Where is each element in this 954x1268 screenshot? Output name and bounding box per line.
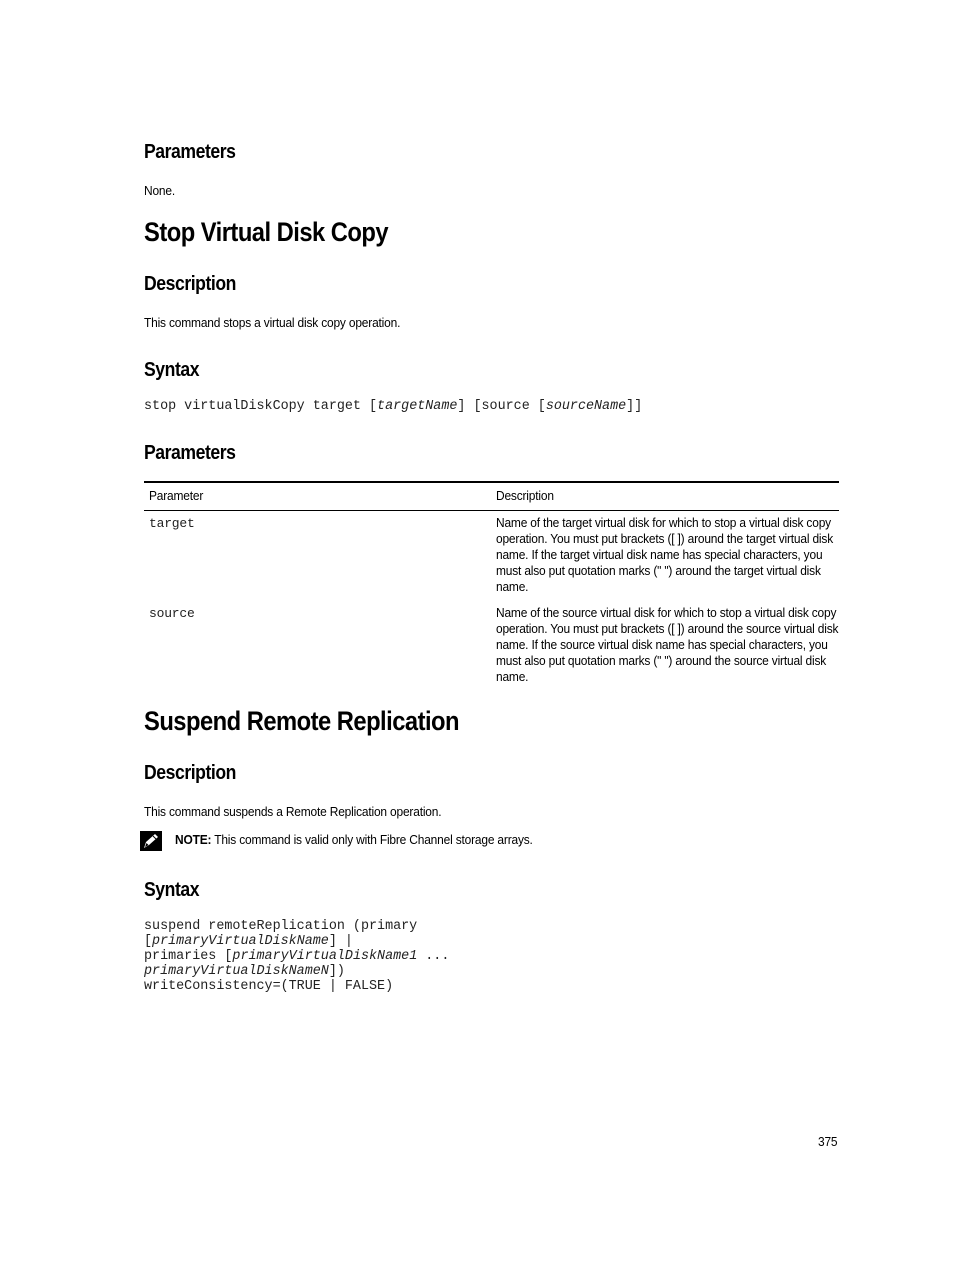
syntax-code: suspend remoteReplication (primary [primaryVirtualDiskName] | primaries [primaryVirtualDiskName1 ... primaryVirtualDiskNameN]) writeConsistency=(TRUE | FALSE) (144, 919, 450, 994)
table-header-parameter: Parameter (149, 488, 204, 503)
table-header-description: Description (496, 488, 554, 503)
description-text: This command suspends a Remote Replication operation. (144, 804, 442, 819)
page-number: 375 (818, 1134, 838, 1149)
table-row-param-target: target (149, 516, 195, 531)
section-title-suspend-remote-replication: Suspend Remote Replication (144, 706, 460, 736)
description-heading: Description (144, 762, 236, 784)
parameters-none-text: None. (144, 183, 176, 198)
note-label: NOTE: (175, 832, 212, 847)
table-row-desc-source: Name of the source virtual disk for which to stop a virtual disk copy operation. You must put brackets ([ ]) around the source virtual disk name. If the source virtual disk name has special characters, you must also put quotation marks (" ") around the source virtual disk name. (496, 605, 839, 684)
parameters-heading: Parameters (144, 141, 236, 163)
syntax-code: stop virtualDiskCopy target [targetName] [source [sourceName]] (144, 399, 643, 414)
syntax-heading: Syntax (144, 879, 200, 901)
description-heading: Description (144, 273, 236, 295)
section-title-stop-virtual-disk-copy: Stop Virtual Disk Copy (144, 217, 389, 247)
parameters-heading: Parameters (144, 442, 236, 464)
table-top-rule (144, 481, 839, 483)
syntax-heading: Syntax (144, 359, 200, 381)
table-row-param-source: source (149, 606, 195, 621)
description-text: This command stops a virtual disk copy operation. (144, 315, 401, 330)
note-text: NOTE: This command is valid only with Fibre Channel storage arrays. (175, 832, 533, 847)
table-row-desc-target: Name of the target virtual disk for which to stop a virtual disk copy operation. You must put brackets ([ ]) around the target virtual disk name. If the target virtual disk name has special characters, you must also put quotation marks (" ") around the target virtual disk name. (496, 515, 834, 594)
table-header-rule (144, 510, 839, 511)
note-pencil-icon (140, 831, 162, 851)
